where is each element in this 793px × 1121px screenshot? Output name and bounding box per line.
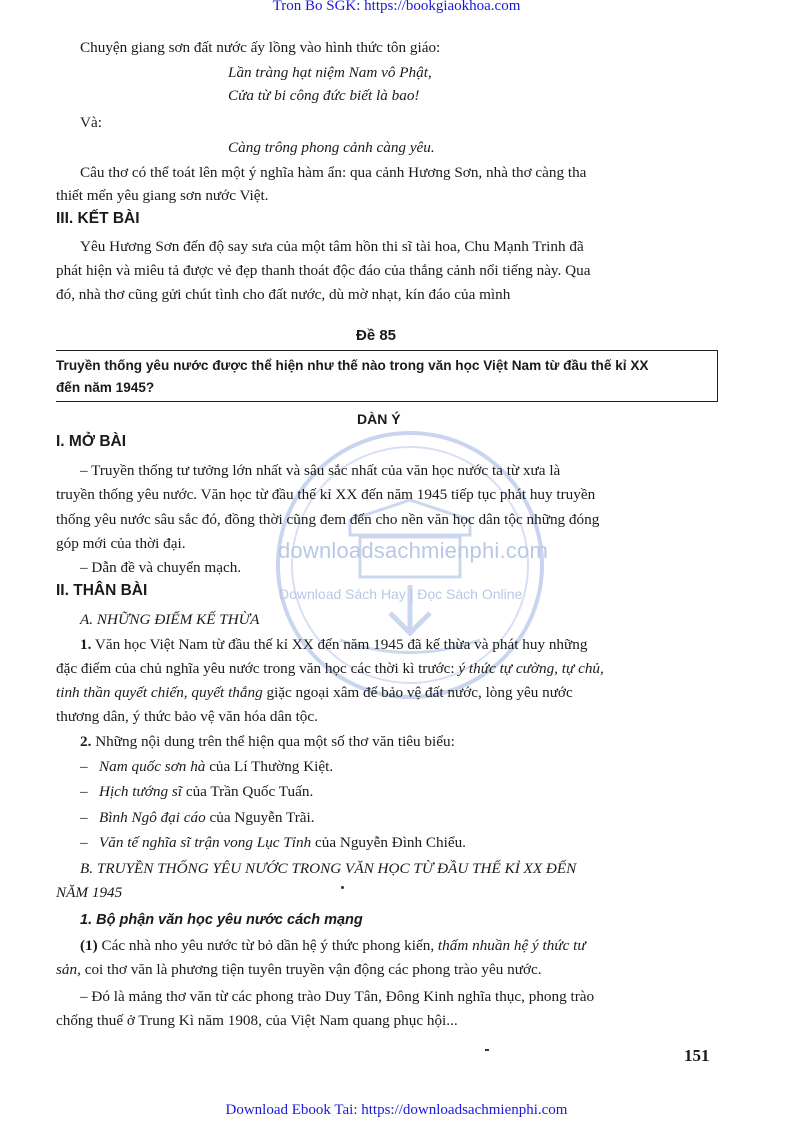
body-line — [56, 681, 573, 705]
body-text: Các nhà nho yêu nước từ bỏ dần hệ ý thức phong kiến, — [97, 937, 438, 954]
list-item: – Hịch tướng sĩ của Trần Quốc Tuấn. — [80, 783, 314, 800]
body-line: Chuyện giang sơn đất nước ấy lồng vào hình thức tôn giáo: — [80, 39, 441, 56]
body-line: chống thuế ở Trung Kì năm 1908, của Việt Nam quang phục hội... — [56, 1012, 458, 1029]
subsection-heading: NĂM 1945 — [56, 884, 123, 901]
topic-line: Truyền thống yêu nước được thể hiện như thế nào trong văn học Việt Nam từ đầu thế kỉ XX — [56, 358, 649, 373]
body-line: thống yêu nước sâu sắc đó, đồng thời cũng đem đến cho nền văn học dân tộc những đóng — [56, 511, 600, 528]
list-item: – Bình Ngô đại cáo của Nguyễn Trãi. — [80, 809, 315, 826]
page-number: 151 — [684, 1046, 710, 1065]
exam-title: Đề 85 — [356, 327, 397, 344]
body-text: giặc ngoại xâm để bảo vệ đất nước, lòng yêu nước — [262, 684, 573, 701]
body-line: – Dẫn đề và chuyển mạch. — [80, 559, 242, 576]
topic-line: đến năm 1945? — [56, 380, 155, 395]
work-title: Bình Ngô đại cáo — [98, 809, 206, 826]
emphasis-text: tinh thần quyết chiến, quyết thắng — [56, 684, 263, 701]
body-line — [56, 657, 604, 681]
section-heading-than-bai: II. THÂN BÀI — [56, 582, 148, 599]
scan-speck — [485, 1049, 489, 1051]
header-ebook-link[interactable]: Tron Bo SGK: https://bookgiaokhoa.com — [272, 0, 521, 14]
body-line: Yêu Hương Sơn đến độ say sưa của một tâm hồn thi sĩ tài hoa, Chu Mạnh Trinh đã — [80, 238, 584, 255]
item-number: (1) — [80, 937, 98, 954]
body-line — [56, 958, 542, 982]
work-title: Nam quốc sơn hà — [98, 758, 206, 775]
section-heading-mo-bai: I. MỞ BÀI — [56, 433, 127, 450]
body-text: coi thơ văn là phương tiện tuyên truyền vận động các phong trào yêu nước. — [80, 961, 542, 978]
watermark-site-text: downloadsachmienphi.com — [278, 538, 548, 563]
watermark-tagline-text: Download Sách Hay | Đọc Sách Online — [279, 586, 523, 602]
body-line: thiết mến yêu giang sơn nước Việt. — [56, 187, 269, 204]
list-item: – Nam quốc sơn hà của Lí Thường Kiệt. — [80, 758, 334, 775]
topic-question — [56, 355, 716, 399]
subsection-heading: B. TRUYỀN THỐNG YÊU NƯỚC TRONG VĂN HỌC TỪ ĐẦU THẾ KỈ XX ĐẾN — [80, 860, 577, 877]
list-item: – Văn tế nghĩa sĩ trận vong Lục Tỉnh của Nguyễn Đình Chiểu. — [80, 834, 466, 851]
body-line: đó, nhà thơ cũng gửi chút tình cho đất nước, dù mờ nhạt, kín đáo của mình — [56, 286, 511, 303]
body-line: – Truyền thống tư tưởng lớn nhất và sâu sắc nhất của văn học nước ta từ xưa là — [80, 462, 561, 479]
verse-line: Lần tràng hạt niệm Nam vô Phật, — [228, 64, 432, 81]
body-line: truyền thống yêu nước. Văn học từ đầu thế kỉ XX đến năm 1945 tiếp tục phát huy truyền — [56, 486, 596, 503]
body-line — [80, 730, 455, 754]
work-title: Văn tế nghĩa sĩ trận vong Lục Tỉnh — [98, 834, 312, 851]
body-line: – Đó là mảng thơ văn từ các phong trào Duy Tân, Đông Kinh nghĩa thục, phong trào — [80, 988, 595, 1005]
body-line: thương dân, ý thức bảo vệ văn hóa dân tộc. — [56, 708, 318, 725]
body-line: góp mới của thời đại. — [56, 535, 186, 552]
emphasis-text: sản, — [56, 961, 81, 978]
emphasis-text: ý thức tự cường, tự chủ, — [458, 660, 604, 677]
body-text: đặc điểm của chủ nghĩa yêu nước trong văn học các thời kì trước: — [56, 660, 459, 677]
body-line — [80, 934, 586, 958]
body-line: phát hiện và miêu tả được vẻ đẹp thanh thoát độc đáo của thắng cảnh nổi tiếng này. Qua — [56, 262, 591, 279]
work-title: Hịch tướng sĩ — [98, 783, 183, 800]
emphasis-text: thấm nhuần hệ ý thức tư — [437, 937, 586, 954]
verse-line: Càng trông phong cảnh càng yêu. — [228, 139, 435, 156]
scan-speck — [341, 886, 344, 889]
footer-ebook-link[interactable]: Download Ebook Tai: https://downloadsachmienphi.com — [225, 1102, 568, 1118]
work-author: của Nguyễn Đình Chiểu. — [311, 834, 466, 851]
work-author: của Trần Quốc Tuấn. — [182, 783, 314, 800]
item-number: 1. — [80, 636, 92, 653]
work-author: của Lí Thường Kiệt. — [205, 758, 334, 775]
item-number: 2. — [80, 733, 92, 750]
section-heading-ket-bai: III. KẾT BÀI — [56, 210, 140, 227]
subsection-heading: A. NHỮNG ĐIỂM KẾ THỪA — [80, 611, 260, 628]
body-text: Những nội dung trên thể hiện qua một số thơ văn tiêu biểu: — [95, 733, 455, 750]
body-line: Và: — [80, 114, 102, 131]
work-author: của Nguyễn Trãi. — [205, 809, 315, 826]
body-text: Văn học Việt Nam từ đầu thế kỉ XX đến năm 1945 đã kế thừa và phát huy những — [94, 636, 588, 653]
verse-line: Cửa từ bi công đức biết là bao! — [228, 87, 420, 104]
sub-heading: 1. Bộ phận văn học yêu nước cách mạng — [80, 912, 363, 928]
body-line — [80, 633, 587, 657]
outline-title: DÀN Ý — [357, 411, 401, 427]
body-line: Câu thơ có thể toát lên một ý nghĩa hàm ẩn: qua cảnh Hương Sơn, nhà thơ càng tha — [80, 164, 587, 181]
